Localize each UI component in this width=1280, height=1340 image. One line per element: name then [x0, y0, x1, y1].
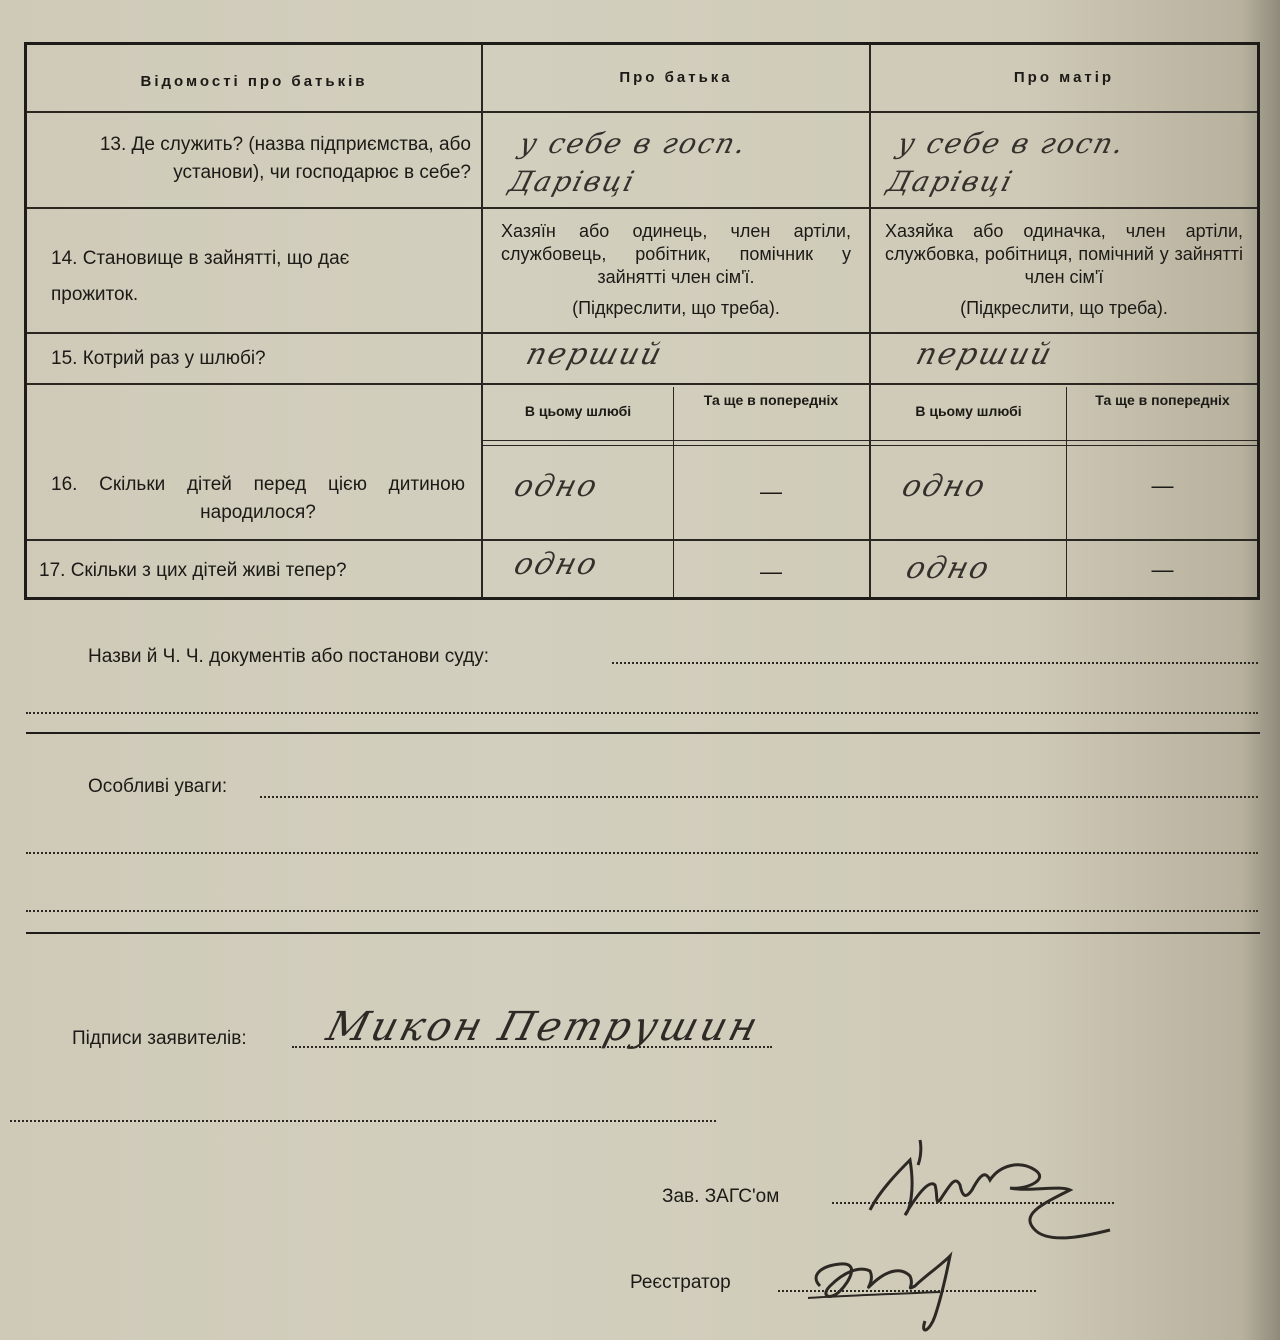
remarks-label: Особливі уваги: [88, 776, 228, 797]
subcol-divider-father [673, 387, 674, 597]
row-divider-head [27, 111, 1257, 113]
section-rule-1 [26, 732, 1260, 734]
question-15: 15. Котрий раз у шлюбі? [51, 348, 266, 369]
remarks-line-2[interactable] [26, 852, 1258, 854]
answer-16-mother-this: одно [898, 469, 991, 504]
subheader-this-marriage-father: В цьому шлюбі [524, 403, 632, 419]
answer-13-father: у себе в госп. Дарівці [505, 127, 752, 198]
options-14-father: Хазяїн або одинець, член артіли, службовець, робітник, помічник у зайнятті член сім'ї. [501, 221, 851, 287]
subheader-previous-father: Та ще в попередніх [703, 392, 839, 408]
registrar-label: Реєстратор [630, 1272, 731, 1293]
applicant-signature: Микон Петрушин [321, 1004, 766, 1050]
subcol-divider-mother [1066, 387, 1067, 597]
header-father: Про батька [619, 69, 733, 86]
answer-16-father-this: одно [510, 469, 603, 504]
answer-16-father-prev: — [760, 479, 782, 504]
signatures-line-2[interactable] [10, 1120, 716, 1122]
subheader-this-marriage-mother: В цьому шлюбі [915, 403, 1022, 419]
row-divider-15 [27, 383, 1257, 385]
row-divider-14 [27, 332, 1257, 334]
subhead-divider [481, 440, 1257, 441]
row-divider-16 [27, 539, 1257, 541]
remarks-line-3[interactable] [26, 910, 1258, 912]
registrar-signature-mark [800, 1236, 980, 1340]
note-14-mother: (Підкреслити, що треба). [960, 298, 1168, 318]
options-14-mother: Хазяйка або одиначка, член артіли, службовка, робітниця, помічний у зайнятті член сім'ї [885, 221, 1243, 287]
section-rule-2 [26, 932, 1260, 934]
answer-15-mother: перший [912, 337, 1058, 372]
answer-13-mother: у себе в госп. Дарівці [883, 127, 1130, 198]
answer-17-father-prev: — [760, 559, 782, 584]
documents-label: Назви й Ч. Ч. документів або постанови суду: [88, 646, 489, 667]
question-14: 14. Становище в зайнятті, що дає прожиток. [51, 248, 350, 305]
row-divider-13 [27, 207, 1257, 209]
question-13: 13. Де служить? (назва підприємства, або установи), чи господарює в себе? [99, 134, 471, 183]
question-17: 17. Скільки з цих дітей живі тепер? [39, 560, 347, 581]
question-16: 16. Скільки дітей перед цією дитиною народилося? [51, 474, 465, 523]
signatures-label: Підписи заявителів: [72, 1028, 247, 1049]
documents-line-2[interactable] [26, 712, 1258, 714]
zags-head-label: Зав. ЗАГС'ом [662, 1186, 780, 1207]
answer-17-father-this: одно [510, 547, 603, 582]
subhead-divider-2 [481, 445, 1257, 446]
header-mother: Про матір [1013, 69, 1115, 86]
col-divider-1 [481, 45, 483, 597]
parents-info-table [24, 42, 1260, 600]
remarks-line-1[interactable] [260, 796, 1258, 798]
subheader-previous-mother: Та ще в попередніх [1095, 392, 1230, 408]
note-14-father: (Підкреслити, що треба). [572, 298, 780, 318]
answer-17-mother-prev: — [1151, 557, 1174, 582]
header-parents-info: Відомості про батьків [140, 73, 368, 90]
documents-line-1[interactable] [612, 662, 1258, 664]
answer-15-father: перший [522, 337, 668, 372]
answer-17-mother-this: одно [902, 551, 995, 586]
answer-16-mother-prev: — [1151, 473, 1174, 498]
